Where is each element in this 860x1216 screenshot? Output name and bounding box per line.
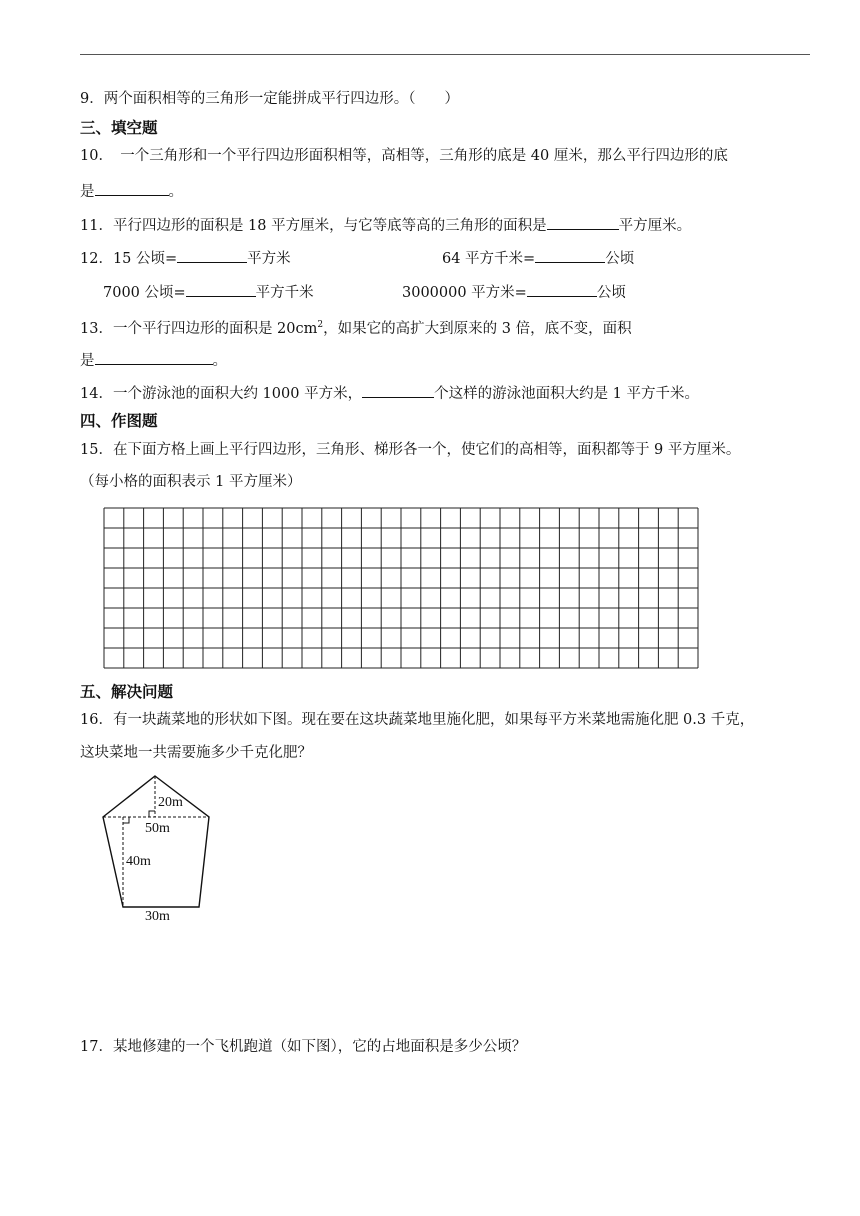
question-12-b bbox=[442, 247, 634, 269]
question-13-line2-prefix: 是 bbox=[80, 353, 95, 369]
header-rule bbox=[80, 54, 810, 55]
answer-blank-12b[interactable] bbox=[535, 247, 605, 263]
question-9: 9．两个面积相等的三角形一定能拼成平行四边形。（ ） bbox=[80, 91, 459, 107]
question-11 bbox=[80, 214, 691, 236]
answer-blank-11[interactable] bbox=[547, 214, 619, 230]
question-17: 17．某地修建的一个飞机跑道（如下图），它的占地面积是多少公顷？ bbox=[80, 1039, 527, 1055]
question-13-rest: ，如果它的高扩大到原来的 3 倍，底不变，面积 bbox=[323, 320, 632, 337]
answer-blank-12a[interactable] bbox=[177, 247, 247, 263]
section-title-fill-in: 三、填空题 bbox=[80, 119, 158, 137]
question-12-a-prefix: 12．15 公顷= bbox=[80, 251, 178, 267]
question-13-line1 bbox=[80, 315, 632, 339]
question-12-d bbox=[402, 281, 626, 303]
right-angle-mark-top bbox=[149, 811, 155, 817]
question-12-d-prefix: 3000000 平方米= bbox=[402, 285, 527, 301]
question-12-b-suffix: 公顷 bbox=[605, 251, 635, 267]
question-12-b-prefix: 64 平方千米= bbox=[442, 251, 536, 267]
question-15-line2: （每小格的面积表示 1 平方厘米） bbox=[80, 474, 302, 490]
answer-blank-12d[interactable] bbox=[527, 281, 597, 297]
question-12-c bbox=[103, 281, 314, 303]
question-14-prefix: 14．一个游泳池的面积大约 1000 平方米， bbox=[80, 386, 363, 402]
question-13-prefix: 13．一个平行四边形的面积是 20cm bbox=[80, 320, 318, 337]
answer-blank-10[interactable] bbox=[95, 180, 169, 196]
label-width: 50m bbox=[145, 821, 170, 836]
label-bottom: 30m bbox=[145, 909, 170, 923]
question-10-line2 bbox=[80, 180, 183, 202]
answer-blank-13[interactable] bbox=[95, 349, 213, 365]
question-13-line2 bbox=[80, 349, 227, 371]
pentagon-outline bbox=[103, 776, 209, 907]
question-12-c-suffix: 平方千米 bbox=[255, 285, 314, 301]
question-10-prefix: 是 bbox=[80, 184, 95, 200]
question-11-prefix: 11．平行四边形的面积是 18 平方厘米，与它等底等高的三角形的面积是 bbox=[80, 218, 547, 234]
square-grid[interactable] bbox=[103, 507, 699, 669]
question-12-a bbox=[80, 247, 291, 269]
question-16-line2: 这块菜地一共需要施多少千克化肥？ bbox=[80, 745, 312, 761]
question-10-suffix: 。 bbox=[168, 184, 183, 200]
question-12-c-prefix: 7000 公顷= bbox=[103, 285, 186, 301]
label-top-height: 20m bbox=[158, 795, 183, 810]
label-height: 40m bbox=[126, 854, 151, 869]
question-11-suffix: 平方厘米。 bbox=[618, 218, 692, 234]
question-13-line2-suffix: 。 bbox=[212, 353, 227, 369]
question-12-d-suffix: 公顷 bbox=[596, 285, 626, 301]
question-15-line1: 15．在下面方格上画上平行四边形，三角形、梯形各一个，使它们的高相等，面积都等于 9 平方厘米。 bbox=[80, 442, 741, 458]
question-10-line1: 10． 一个三角形和一个平行四边形面积相等，高相等，三角形的底是 40 厘米，那么平行四边形的底 bbox=[80, 148, 728, 164]
right-angle-mark-left bbox=[123, 817, 129, 823]
vegetable-plot-figure bbox=[97, 773, 247, 923]
question-16-line1: 16．有一块蔬菜地的形状如下图。现在要在这块蔬菜地里施化肥，如果每平方米菜地需施化肥 0.3 千克， bbox=[80, 712, 755, 728]
answer-blank-12c[interactable] bbox=[186, 281, 256, 297]
section-title-drawing: 四、作图题 bbox=[80, 412, 158, 430]
question-12-a-suffix: 平方米 bbox=[247, 251, 291, 267]
superscript-2: 2 bbox=[317, 320, 324, 330]
question-14 bbox=[80, 382, 699, 404]
section-title-problem-solving: 五、解决问题 bbox=[80, 683, 174, 701]
answer-blank-14[interactable] bbox=[362, 382, 434, 398]
question-14-suffix: 个这样的游泳池面积大约是 1 平方千米。 bbox=[434, 386, 700, 402]
